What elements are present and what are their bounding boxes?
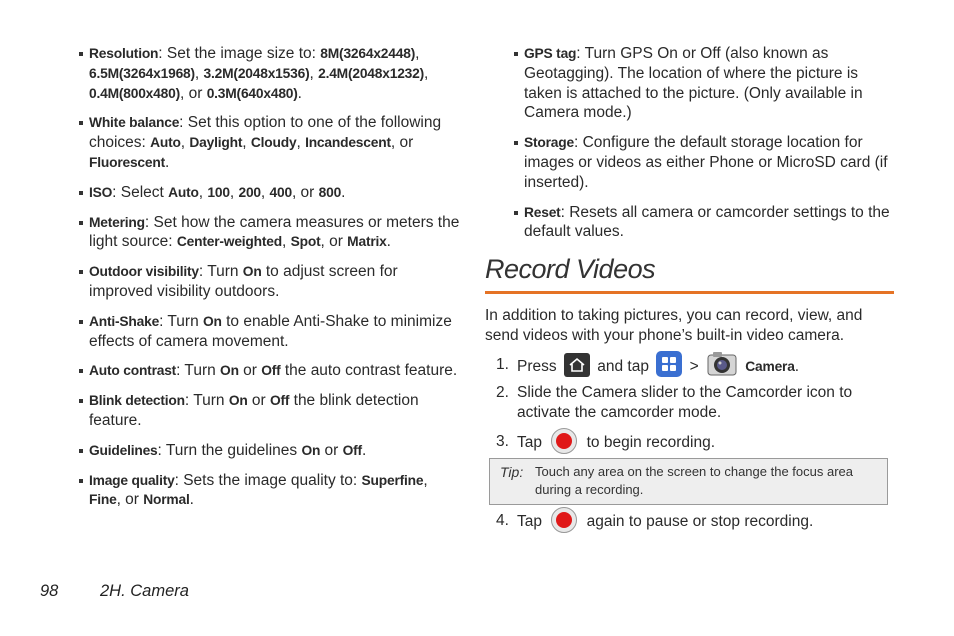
bullet-text: , or: [291, 183, 319, 201]
bullet-text: ,: [309, 64, 319, 82]
bullet-text: ,: [415, 45, 420, 62]
step-text: >: [689, 358, 699, 376]
bullet-text: to enable Anti-Shake to minimize effects of camera movement.: [89, 312, 452, 350]
bullet-option: 800: [318, 184, 342, 200]
bullet-term: Metering: [89, 214, 145, 230]
right-column: [514, 44, 896, 252]
bullet-option: Matrix: [347, 234, 387, 250]
footer-section: 2H. Camera: [100, 582, 189, 600]
bullet-option: Fine: [89, 492, 117, 508]
bullet-item: [514, 203, 896, 243]
bullet-text: ,: [423, 471, 428, 489]
bullet-text: ,: [424, 64, 429, 82]
bullet-option: On: [228, 393, 248, 409]
bullet-option: 3.2M(2048x1536): [203, 65, 310, 81]
bullet-term: Anti-Shake: [89, 313, 160, 329]
bullet-item: [514, 133, 896, 192]
step-text: Slide the Camera slider to the Camcorder icon to activate the camcorder mode.: [517, 384, 853, 421]
bullet-option: On: [220, 363, 239, 379]
bullet-option: Off: [270, 393, 290, 409]
intro-paragraph: In addition to taking pictures, you can record, view, and send videos with your phone’s built-in video camera.: [485, 307, 863, 344]
bullet-text: the auto contrast feature.: [280, 362, 458, 380]
bullet-marker: [514, 211, 518, 215]
bullet-option: 8M(3264x2448): [320, 46, 416, 61]
bullet-term: GPS tag: [524, 46, 577, 61]
bullet-term: ISO: [89, 184, 113, 200]
bullet-item: [79, 312, 461, 352]
bullet-text: : Set this option to one of the following choices:: [89, 114, 442, 152]
step-text: Tap: [517, 434, 542, 452]
bullet-option: 2.4M(2048x1232): [318, 65, 425, 81]
bullet-text: : Sets the image quality to:: [174, 471, 362, 489]
bullet-item: [514, 44, 896, 123]
bullet-text: ,: [198, 183, 208, 201]
bullet-option: Fluorescent: [89, 154, 166, 170]
step-text: Tap: [517, 513, 542, 531]
record-icon: [551, 428, 577, 454]
bullet-option: On: [301, 442, 321, 458]
bullet-option: 0.3M(640x480): [206, 85, 298, 101]
bullet-option: Auto: [150, 135, 181, 151]
bullet-text: .: [297, 84, 302, 102]
bullet-text: or: [320, 441, 343, 459]
bullet-text: ,: [242, 134, 251, 152]
step-number: 2.: [496, 384, 509, 401]
tip-label: Tip:: [500, 464, 524, 480]
bullet-term: White balance: [89, 115, 180, 131]
bullet-text: : Turn: [176, 362, 221, 380]
bullet-marker: [79, 270, 83, 274]
step-number: 1.: [496, 356, 509, 373]
step-text: and tap: [597, 358, 649, 376]
bullet-option: 6.5M(3264x1968): [89, 65, 195, 81]
bullet-term: Reset: [524, 204, 561, 220]
step-text: .: [794, 358, 800, 376]
bullet-marker: [79, 399, 83, 403]
camera-icon: [706, 349, 738, 379]
bullet-text: , or: [390, 134, 414, 152]
bullet-text: ,: [260, 183, 270, 201]
bullet-text: the blink detection feature.: [89, 392, 419, 429]
bullet-term: Storage: [524, 135, 574, 151]
bullet-marker: [79, 479, 83, 483]
bullet-term: Resolution: [89, 46, 159, 61]
bullet-item: [79, 441, 461, 461]
page-number: 98: [40, 582, 59, 600]
bullet-text: .: [361, 441, 367, 459]
bullet-text: : Select: [112, 183, 169, 201]
bullet-item: [79, 391, 461, 431]
bullet-option: Off: [342, 442, 362, 458]
step-text: to begin recording.: [586, 434, 716, 452]
bullet-option: Auto: [168, 184, 199, 200]
step-text: again to pause or stop recording.: [586, 513, 814, 531]
bullet-text: : Set the image size to:: [158, 45, 321, 62]
bullet-option: Normal: [143, 492, 190, 508]
bullet-text: ,: [296, 134, 306, 152]
bullet-text: ,: [180, 134, 190, 152]
apps-icon: [656, 351, 682, 377]
bullet-marker: [79, 191, 83, 195]
bullet-text: or: [238, 362, 262, 380]
bullet-term: Image quality: [89, 472, 175, 488]
bullet-term: Blink detection: [89, 393, 185, 409]
bullet-text: , or: [179, 84, 207, 102]
bullet-marker: [79, 221, 83, 225]
record-icon: [551, 507, 577, 533]
bullet-option: On: [242, 264, 262, 280]
bullet-option: Spot: [290, 234, 321, 250]
step-term: Camera: [745, 359, 795, 375]
bullet-option: Incandescent: [305, 135, 391, 151]
bullet-text: : Configure the default storage location for images or videos as either Phone or MicroSD card (if inserted).: [524, 134, 888, 191]
bullet-text: : Turn GPS On or Off (also known as Geotagging). The location of where the picture is taken is attached to the picture. (Only available in Camera mode.): [524, 45, 863, 122]
bullet-marker: [79, 52, 83, 56]
bullet-text: .: [189, 491, 194, 509]
bullet-text: : Turn the guidelines: [157, 441, 302, 459]
bullet-item: [79, 471, 461, 511]
step-number: 3.: [496, 433, 509, 450]
tip-box: [489, 458, 888, 505]
bullet-marker: [79, 320, 83, 324]
bullet-option: Off: [261, 363, 281, 379]
bullet-text: , or: [116, 491, 144, 509]
tip-text: Touch any area on the screen to change the focus area during a recording.: [535, 464, 853, 497]
bullet-item: [79, 183, 461, 203]
bullet-item: [79, 361, 461, 381]
bullet-item: [79, 262, 461, 302]
bullet-item: [79, 113, 461, 172]
bullet-text: to adjust screen for improved visibility outdoors.: [89, 263, 398, 300]
section-title: Record Videos: [485, 253, 894, 294]
bullet-option: 400: [269, 184, 292, 200]
bullet-marker: [514, 52, 518, 56]
bullet-option: Cloudy: [250, 135, 297, 151]
bullet-text: .: [165, 153, 170, 171]
bullet-text: , or: [320, 233, 348, 251]
bullet-option: 200: [238, 184, 261, 200]
bullet-option: 100: [207, 184, 230, 200]
home-icon: [564, 353, 590, 377]
bullet-item: [79, 213, 461, 253]
bullet-text: .: [341, 183, 346, 201]
step-text: Press: [517, 358, 557, 376]
bullet-text: .: [386, 233, 391, 251]
bullet-text: ,: [229, 183, 239, 201]
bullet-text: : Set how the camera measures or meters the light source:: [89, 213, 460, 251]
bullet-text: or: [247, 392, 270, 410]
bullet-option: Superfine: [361, 472, 424, 488]
step-number: 4.: [496, 512, 509, 529]
bullet-text: : Turn: [159, 312, 204, 330]
bullet-option: 0.4M(800x480): [89, 85, 180, 101]
bullet-text: : Resets all camera or camcorder settings to the default values.: [524, 203, 890, 241]
bullet-term: Auto contrast: [89, 363, 177, 379]
bullet-option: On: [203, 313, 222, 329]
bullet-marker: [79, 449, 83, 453]
bullet-term: Guidelines: [89, 442, 158, 458]
bullet-term: Outdoor visibility: [89, 264, 199, 280]
bullet-item: [79, 44, 461, 103]
left-column: [79, 44, 461, 520]
bullet-marker: [79, 121, 83, 125]
bullet-text: : Turn: [198, 263, 243, 281]
bullet-option: Daylight: [189, 135, 243, 151]
bullet-text: ,: [194, 64, 204, 82]
bullet-text: : Turn: [184, 392, 229, 410]
bullet-text: ,: [281, 233, 291, 251]
bullet-option: Center-weighted: [176, 234, 282, 250]
bullet-marker: [514, 141, 518, 145]
bullet-marker: [79, 369, 83, 373]
